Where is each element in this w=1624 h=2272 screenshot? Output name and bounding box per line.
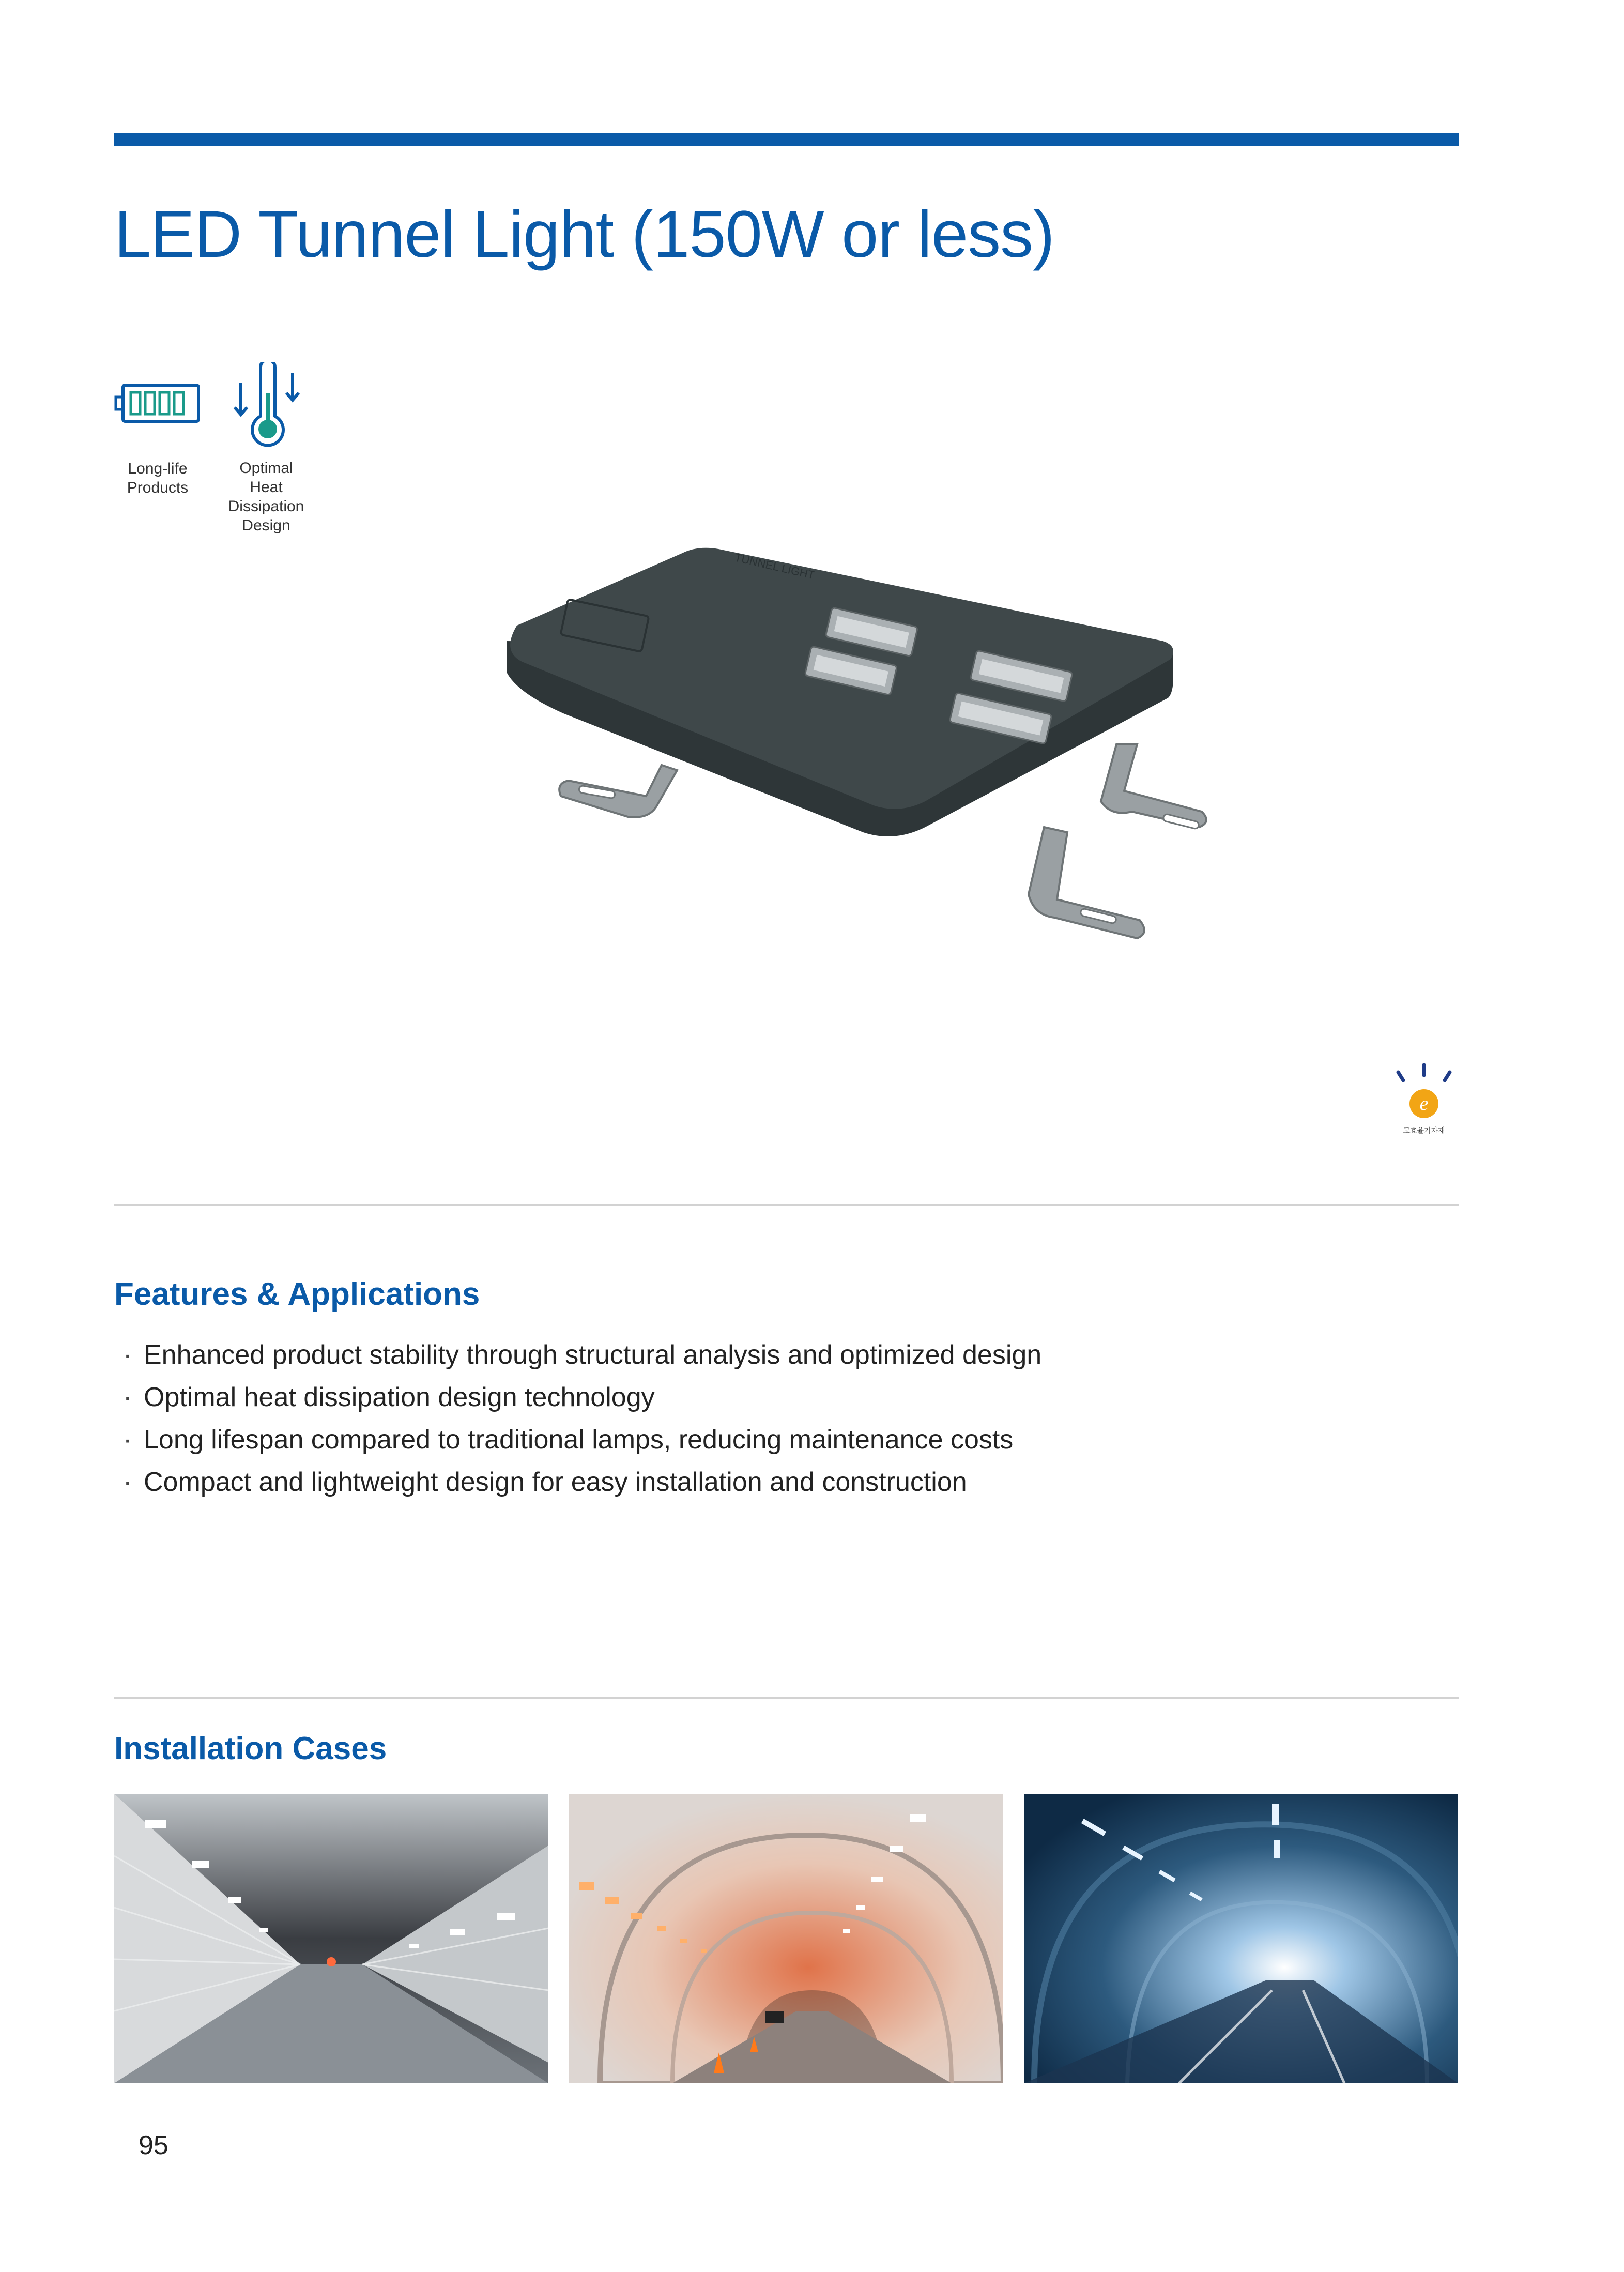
bullet: · <box>123 1425 132 1455</box>
bullet: · <box>123 1467 132 1497</box>
features-list <box>123 1334 1041 1503</box>
bullet: · <box>123 1382 132 1412</box>
certification-mark <box>1388 1060 1460 1137</box>
installation-photo-3 <box>1024 1794 1458 2083</box>
top-accent-bar <box>114 133 1459 146</box>
heat-dissipation-label: Optimal Heat Dissipation Design <box>228 460 304 534</box>
page-number: 95 <box>139 2130 168 2160</box>
thermometer-icon <box>227 362 305 450</box>
bullet: · <box>123 1340 132 1370</box>
long-life-feature <box>111 380 204 497</box>
divider-top <box>114 1204 1459 1206</box>
feature-item: · Compact and lightweight design for easy installation and construction <box>123 1461 1041 1503</box>
features-title: Features & Applications <box>114 1276 480 1312</box>
certification-text: 고효율기자재 <box>1403 1127 1445 1135</box>
long-life-label: Long-life Products <box>127 460 189 496</box>
certification-letter: e <box>1419 1093 1429 1115</box>
feature-item: · Optimal heat dissipation design technology <box>123 1376 1041 1419</box>
page-title: LED Tunnel Light (150W or less) <box>114 197 1054 271</box>
installation-photo-1 <box>114 1794 548 2083</box>
product-image <box>501 522 1220 1003</box>
installation-title: Installation Cases <box>114 1731 387 1766</box>
installation-photo-2 <box>569 1794 1003 2083</box>
divider-bottom <box>114 1697 1459 1699</box>
feature-item: · Enhanced product stability through structural analysis and optimized design <box>123 1334 1041 1376</box>
feature-item: · Long lifespan compared to traditional lamps, reducing maintenance costs <box>123 1419 1041 1461</box>
housing-label: TUNNEL LIGHT <box>733 551 816 582</box>
battery-icon <box>114 380 202 426</box>
heat-dissipation-feature <box>215 362 318 535</box>
